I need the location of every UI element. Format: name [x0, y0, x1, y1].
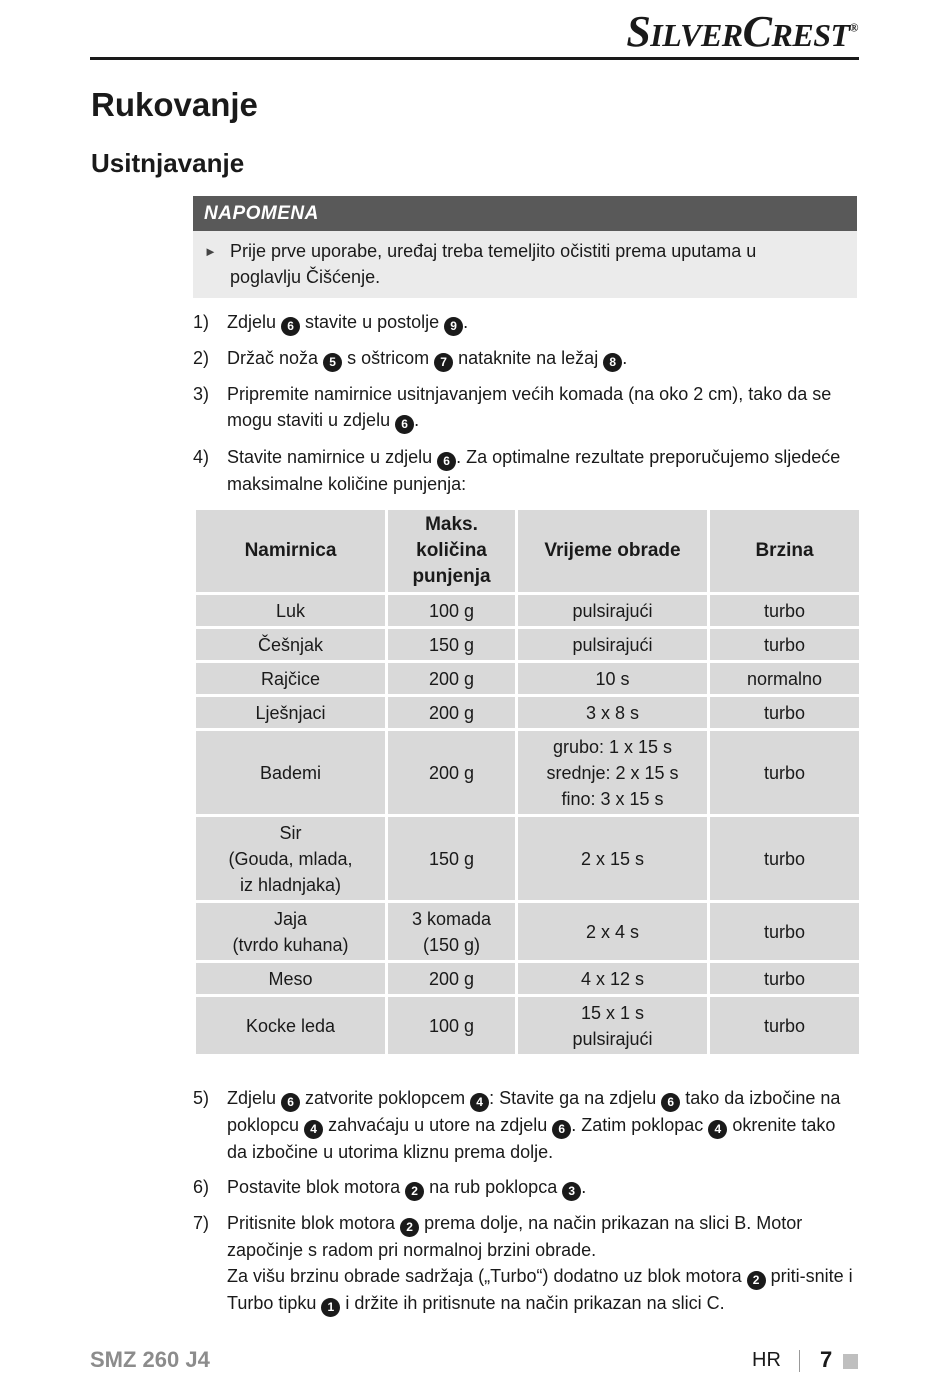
step-text-part: . Zatim poklopac	[571, 1115, 709, 1135]
step-text-part: zatvorite poklopcem	[305, 1088, 471, 1108]
step-text-part: .	[463, 312, 469, 332]
cell-food: Kocke leda	[195, 996, 387, 1056]
step-number: 4)	[193, 447, 210, 467]
part-number-icon: 6	[437, 452, 456, 471]
table-row	[195, 730, 861, 816]
step-number: 7)	[193, 1213, 210, 1233]
cell-processing-time: 4 x 12 s	[517, 962, 709, 996]
cell-max-quantity: 150 g	[387, 816, 517, 902]
brand-logo	[626, 6, 858, 57]
step-7	[193, 1210, 857, 1317]
cell-speed: turbo	[709, 902, 861, 962]
step-text-part: Stavite namirnice u zdjelu	[227, 447, 438, 467]
brand-letters: REST	[771, 17, 850, 53]
step-text-part: Postavite blok motora	[227, 1177, 406, 1197]
page-number: 7	[820, 1347, 833, 1372]
header-food: Namirnica	[195, 509, 387, 594]
step-text-part: . Za optimalne rezultate preporučujemo sljedeće maksimalne količine punjenja:	[227, 447, 841, 494]
step-1	[193, 309, 857, 336]
cell-processing-time: 2 x 4 s	[517, 902, 709, 962]
table-row	[195, 628, 861, 662]
footer-model: SMZ 260 J4	[90, 1347, 210, 1372]
step-text-part: Pripremite namirnice usitnjavanjem većih komada (na oko 2 cm), tako da se mogu staviti u zdjelu	[227, 384, 832, 430]
cell-processing-time: pulsirajući	[517, 628, 709, 662]
step-number: 2)	[193, 348, 210, 368]
step-text-part: stavite u postolje	[305, 312, 445, 332]
footer-separator	[799, 1350, 800, 1372]
table-row	[195, 902, 861, 962]
cell-processing-time: 2 x 15 s	[517, 816, 709, 902]
step-text-part: Za višu brzinu obrade sadržaja („Turbo“) dodatno uz blok motora	[227, 1266, 747, 1286]
table-row	[195, 816, 861, 902]
step-text-part: .	[414, 410, 420, 430]
cell-processing-time: grubo: 1 x 15 s srednje: 2 x 15 s fino: 3 x 15 s	[517, 730, 709, 816]
step-text-part: Zdjelu	[227, 1088, 282, 1108]
step-3	[193, 381, 857, 434]
step-number: 5)	[193, 1088, 210, 1108]
page-title: Rukovanje	[91, 86, 258, 123]
step-text-part: Pritisnite blok motora	[227, 1213, 401, 1233]
note-text: Prije prve uporabe, uređaj treba temeljito očistiti prema uputama u poglavlju Čišćenje.	[230, 241, 757, 287]
part-number-icon: 9	[444, 317, 463, 336]
cell-max-quantity: 200 g	[387, 730, 517, 816]
step-2	[193, 345, 857, 372]
part-number-icon: 6	[395, 415, 414, 434]
note-box	[193, 196, 857, 298]
cell-food: Sir (Gouda, mlada, iz hladnjaka)	[195, 816, 387, 902]
step-text-part: .	[622, 348, 628, 368]
part-number-icon: 4	[708, 1120, 727, 1139]
step-text-part: .	[581, 1177, 587, 1197]
step-number: 6)	[193, 1177, 210, 1197]
cell-speed: turbo	[709, 696, 861, 730]
cell-food: Češnjak	[195, 628, 387, 662]
cell-speed: normalno	[709, 662, 861, 696]
header-max-quantity: Maks. količina punjenja	[387, 509, 517, 594]
part-number-icon: 2	[405, 1182, 424, 1201]
cell-food: Meso	[195, 962, 387, 996]
cell-max-quantity: 150 g	[387, 628, 517, 662]
cell-max-quantity: 200 g	[387, 696, 517, 730]
step-text-part: priti-snite i Turbo tipku	[227, 1266, 853, 1313]
cell-processing-time: pulsirajući	[517, 594, 709, 628]
part-number-icon: 6	[552, 1120, 571, 1139]
table-row	[195, 962, 861, 996]
cell-max-quantity: 3 komada (150 g)	[387, 902, 517, 962]
step-text-part: zahvaćaju u utore na zdjelu	[328, 1115, 553, 1135]
section-title: Usitnjavanje	[91, 148, 245, 178]
footer-language: HR	[752, 1349, 781, 1371]
step-4	[193, 444, 857, 497]
step-text	[227, 1085, 857, 1165]
page-marker-icon	[843, 1354, 858, 1369]
step-text	[227, 444, 857, 497]
part-number-icon: 2	[747, 1271, 766, 1290]
step-text	[227, 1174, 857, 1201]
cell-speed: turbo	[709, 730, 861, 816]
step-text	[227, 1210, 857, 1317]
step-text-part: okrenite tako da izbočine u utorima kliznu prema dolje.	[227, 1115, 836, 1162]
note-heading: NAPOMENA	[193, 196, 857, 231]
header-speed: Brzina	[709, 509, 861, 594]
table-row	[195, 696, 861, 730]
part-number-icon: 6	[661, 1093, 680, 1112]
cell-processing-time: 15 x 1 s pulsirajući	[517, 996, 709, 1056]
brand-letter: C	[742, 7, 772, 56]
step-text-part: : Stavite ga na zdjelu	[489, 1088, 662, 1108]
step-text-part: prema dolje, na način prikazan na slici B. Motor započinje s radom pri normalnoj brzini obrade.	[227, 1213, 803, 1260]
brand-letter: S	[626, 7, 651, 56]
part-number-icon: 5	[323, 353, 342, 372]
step-5	[193, 1085, 857, 1165]
cell-food: Lješnjaci	[195, 696, 387, 730]
step-text-part: s oštricom	[347, 348, 435, 368]
part-number-icon: 1	[321, 1298, 340, 1317]
part-number-icon: 6	[281, 1093, 300, 1112]
cell-food: Bademi	[195, 730, 387, 816]
triangle-bullet-icon: ►	[204, 244, 217, 259]
step-text-part: nataknite na ležaj	[458, 348, 604, 368]
cell-processing-time: 3 x 8 s	[517, 696, 709, 730]
part-number-icon: 2	[400, 1218, 419, 1237]
cell-speed: turbo	[709, 962, 861, 996]
step-text	[227, 381, 857, 434]
part-number-icon: 6	[281, 317, 300, 336]
table-row	[195, 996, 861, 1056]
step-text-part: i držite ih pritisnute na način prikazan na slici C.	[345, 1293, 725, 1313]
part-number-icon: 8	[603, 353, 622, 372]
step-number: 3)	[193, 384, 210, 404]
step-text-part: Zdjelu	[227, 312, 282, 332]
brand-letters: ILVER	[650, 17, 743, 53]
cell-food: Rajčice	[195, 662, 387, 696]
step-6	[193, 1174, 857, 1201]
step-text	[227, 345, 857, 372]
cell-speed: turbo	[709, 816, 861, 902]
part-number-icon: 3	[562, 1182, 581, 1201]
cell-speed: turbo	[709, 996, 861, 1056]
table-row	[195, 594, 861, 628]
part-number-icon: 4	[304, 1120, 323, 1139]
cell-max-quantity: 100 g	[387, 996, 517, 1056]
cell-speed: turbo	[709, 594, 861, 628]
fill-quantity-table	[193, 507, 862, 1057]
cell-food: Luk	[195, 594, 387, 628]
registered-mark: ®	[849, 20, 858, 35]
table-header-row	[195, 509, 861, 594]
header-rule	[90, 57, 859, 60]
cell-max-quantity: 200 g	[387, 962, 517, 996]
step-text-part: Držač noža	[227, 348, 324, 368]
cell-max-quantity: 100 g	[387, 594, 517, 628]
table-row	[195, 662, 861, 696]
step-number: 1)	[193, 312, 210, 332]
note-body	[193, 231, 857, 298]
cell-speed: turbo	[709, 628, 861, 662]
step-text-part: tako da izbočine na poklopcu	[227, 1088, 841, 1135]
part-number-icon: 4	[470, 1093, 489, 1112]
part-number-icon: 7	[434, 353, 453, 372]
cell-food: Jaja (tvrdo kuhana)	[195, 902, 387, 962]
cell-processing-time: 10 s	[517, 662, 709, 696]
step-text	[227, 309, 857, 336]
cell-max-quantity: 200 g	[387, 662, 517, 696]
step-text-part: na rub poklopca	[429, 1177, 563, 1197]
header-processing-time: Vrijeme obrade	[517, 509, 709, 594]
